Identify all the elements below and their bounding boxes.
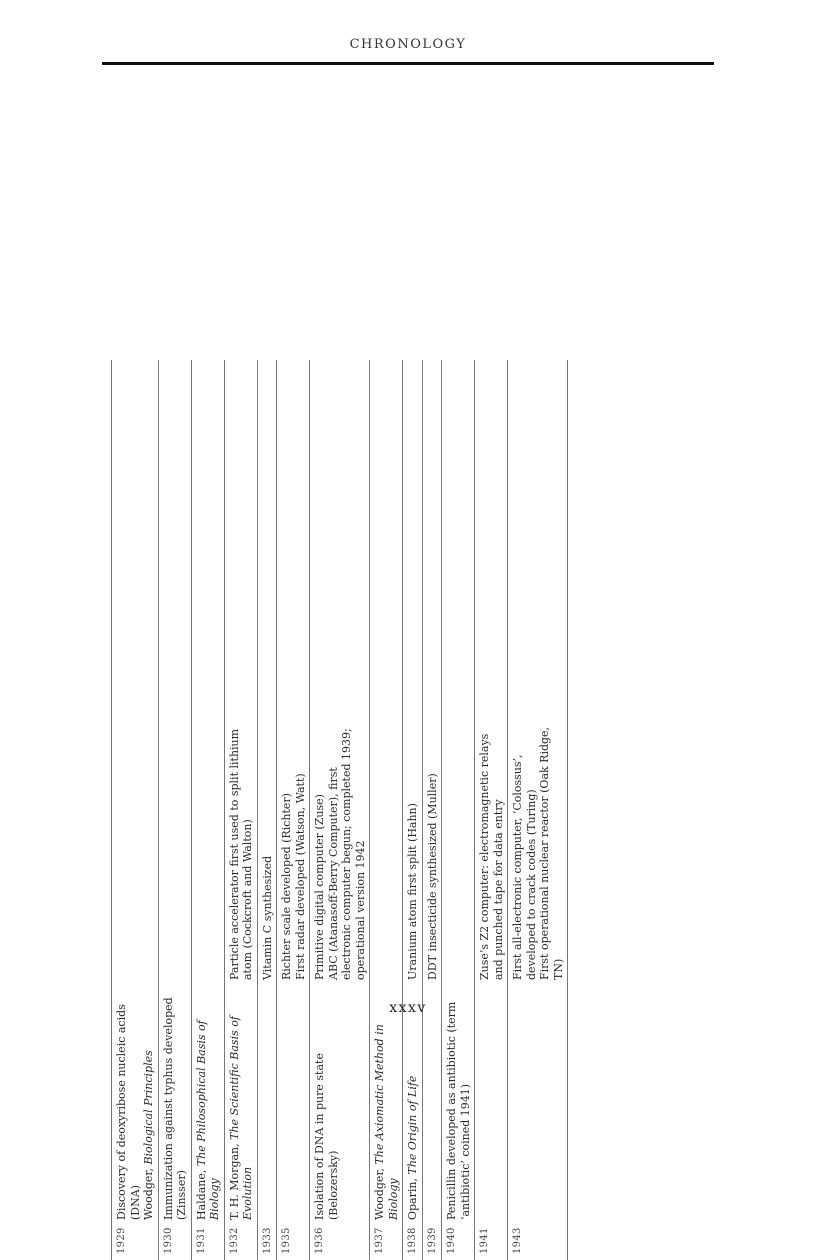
empty-cell (277, 360, 310, 716)
table-row (112, 360, 159, 1260)
table-row (475, 360, 508, 1260)
biology-cell (422, 986, 442, 1226)
empty-cell (310, 360, 370, 716)
entry-line: Discovery of deoxyribose nucleic acids (DNA) (115, 1004, 142, 1220)
empty-cell (158, 360, 191, 716)
entry-title: The Axiomatic Method in Biology (373, 1024, 400, 1220)
entry-line: Zuse’s Z2 computer: electromagnetic relays and punched tape for data entry (478, 733, 505, 980)
entry-line (142, 992, 156, 1220)
technology-cell (475, 716, 508, 986)
technology-cell (508, 716, 568, 986)
entry-title: Biological Principles (142, 1050, 155, 1165)
year-cell: 1939 (426, 1227, 438, 1254)
table-row (310, 360, 370, 1260)
year-cell: 1931 (195, 1227, 207, 1254)
technology-cell (112, 716, 159, 986)
table-row (403, 360, 423, 1260)
technology-cell (422, 716, 442, 986)
empty-cell (370, 360, 403, 716)
chronology-table (111, 360, 568, 1260)
biology-cell (277, 986, 310, 1226)
year-cell: 1936 (314, 1227, 325, 1254)
table-row (422, 360, 442, 1260)
entry-author: T. H. Morgan, (227, 1139, 241, 1220)
table-row (191, 360, 224, 1260)
chronology-table-body (112, 360, 568, 1260)
biology-cell (191, 986, 224, 1226)
entry-author: Woodger, (142, 1164, 155, 1220)
entry-line: Immunization against typhus developed (Zinsser) (161, 997, 188, 1220)
biology-cell (370, 986, 403, 1226)
biology-cell (442, 986, 475, 1226)
entry-line: First operational nuclear reactor (Oak Ridge, TN) (538, 726, 565, 980)
technology-cell (257, 716, 277, 986)
technology-cell (158, 716, 191, 986)
biology-cell (112, 986, 159, 1226)
entry-line: Uranium atom first split (Hahn) (406, 803, 419, 980)
year-cell: 1933 (261, 1227, 273, 1254)
entry-line: Vitamin C synthesized (260, 855, 274, 980)
entry-line (406, 992, 420, 1220)
table-row (277, 360, 310, 1260)
biology-cell (403, 986, 423, 1226)
empty-cell (475, 360, 508, 716)
entry-title: The Philosophical Basis of Biology (194, 1020, 221, 1220)
year-cell: 1941 (479, 1227, 490, 1254)
empty-cell (112, 360, 159, 716)
biology-cell (475, 986, 508, 1226)
empty-cell (191, 360, 224, 716)
biology-cell (257, 986, 277, 1226)
empty-cell (257, 360, 277, 716)
technology-cell (442, 716, 475, 986)
entry-line: Penicillin developed as antibiotic (term ‘antibiotic’ coined 1941) (445, 1001, 472, 1220)
technology-cell (277, 716, 310, 986)
header-rule (102, 62, 714, 65)
technology-cell (224, 716, 257, 986)
entry-line: Richter scale developed (Richter) (280, 793, 293, 980)
table-row (224, 360, 257, 1260)
table-row (257, 360, 277, 1260)
entry-line (195, 992, 222, 1220)
year-cell: 1932 (228, 1227, 240, 1254)
technology-cell (310, 716, 370, 986)
entry-title: The Origin of Life (406, 1075, 419, 1175)
biology-cell (310, 986, 370, 1226)
year-cell: 1938 (407, 1227, 418, 1254)
table-row (442, 360, 475, 1260)
empty-cell (224, 360, 257, 716)
year-cell: 1937 (374, 1227, 385, 1254)
table-row (508, 360, 568, 1260)
empty-cell (508, 360, 568, 716)
running-head: CHRONOLOGY (349, 37, 467, 52)
entry-line: First radar developed (Watson, Watt) (293, 773, 307, 980)
page-number: xxxv (389, 1000, 427, 1016)
entry-line: Particle accelerator first used to split lithium atom (Cockcroft and Walton) (227, 728, 254, 980)
empty-cell (422, 360, 442, 716)
entry-line: Primitive digital computer (Zuse) (313, 794, 326, 980)
entry-author: Haldane, (194, 1166, 208, 1220)
biology-cell (158, 986, 191, 1226)
entry-line: First all-electronic computer, ‘Colossus’, developed to crack codes (Turing) (511, 754, 538, 980)
entry-author: Oparin, (406, 1174, 419, 1220)
biology-cell (224, 986, 257, 1226)
biology-cell (508, 986, 568, 1226)
year-cell: 1943 (512, 1227, 523, 1254)
empty-cell (403, 360, 423, 716)
technology-cell (370, 716, 403, 986)
entry-line: DDT insecticide synthesized (Muller) (425, 773, 439, 980)
table-row (370, 360, 403, 1260)
chronology-table-rotated (111, 360, 701, 1260)
empty-cell (442, 360, 475, 716)
technology-cell (403, 716, 423, 986)
entry-line: Isolation of DNA in pure state (Belozersky) (313, 1053, 340, 1220)
entry-author: Woodger, (373, 1164, 386, 1220)
entry-line (228, 992, 255, 1220)
entry-line (373, 992, 400, 1220)
year-cell: 1930 (162, 1227, 174, 1254)
entry-line: ABC (Atanasoff-Berry Computer), first electronic computer begun; completed 1939; operational version 1942 (326, 728, 367, 980)
year-cell: 1929 (116, 1227, 127, 1254)
year-cell: 1935 (281, 1227, 292, 1254)
year-cell: 1940 (446, 1227, 457, 1254)
table-row (158, 360, 191, 1260)
entry-title: The Scientific Basis of Evolution (227, 1016, 254, 1220)
technology-cell (191, 716, 224, 986)
